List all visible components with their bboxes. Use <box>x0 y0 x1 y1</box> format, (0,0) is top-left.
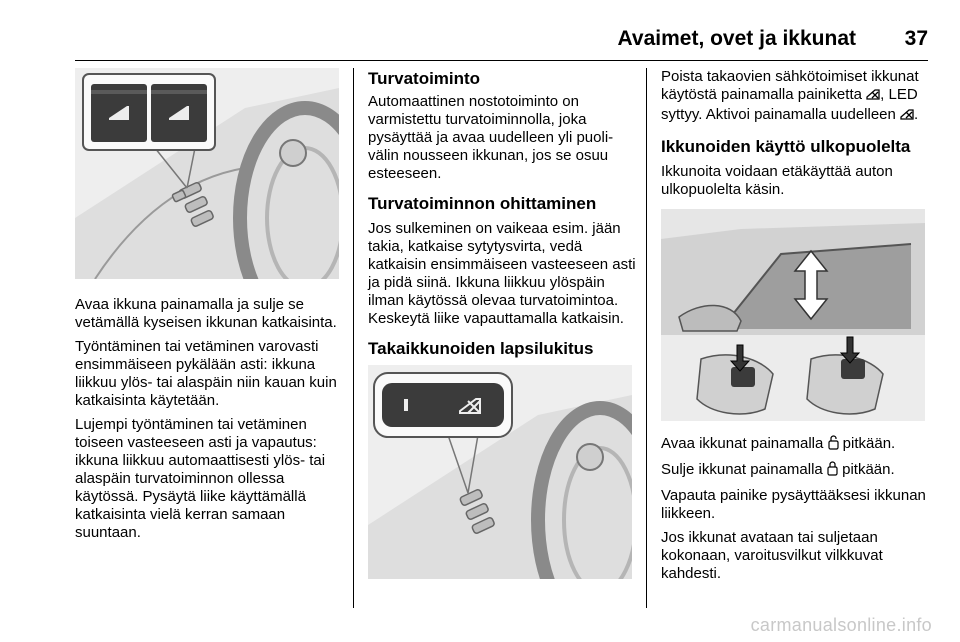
paragraph-close-windows <box>661 461 929 481</box>
heading-safety-function: Turvatoiminto <box>368 69 481 88</box>
paragraph-first-stop: Työntäminen tai vetäminen varovasti ensimmäiseen pykälään asti: ikkuna liikkuu ylös- tai alaspäin niin kauan kuin katkaisinta käytetään. <box>75 338 337 409</box>
heading-override: Turvatoiminnon ohittaminen <box>368 194 597 213</box>
header-title: Avaimet, ovet ja ikkunat <box>617 27 856 50</box>
door-window-switch-illustration <box>75 68 339 279</box>
paragraph-open-close: Avaa ikkuna painamalla ja sulje se vetämällä kyseisen ikkunan katkaisinta. <box>75 296 337 331</box>
heading-remote-operation: Ikkunoiden käyttö ulkopuolelta <box>661 137 911 156</box>
paragraph-hazard-warning: Jos ikkunat avataan tai suljetaan kokonaan, varoitusvilkut vilkkuvat kahdesti. <box>661 529 883 582</box>
heading-child-lock: Takaikkunoiden lapsilukitus <box>368 339 594 358</box>
child-lock-switch-illustration <box>368 365 632 579</box>
paragraph-second-stop: Lujempi työntäminen tai vetäminen toiseen vasteeseen asti ja vapautus: ikkuna liikkuu automaattisesti ylös- tai alaspäin turvatoiminnon ollessa käytössä. Pysäytä liike käyttämällä katkaisinta vielä kerran samaan suuntaan. <box>75 416 326 541</box>
text-segment: . <box>914 106 919 123</box>
page-number: 37 <box>904 27 928 50</box>
child-lock-icon <box>866 87 880 106</box>
paragraph-release-button: Vapauta painike pysäyttääksesi ikkunan liikkeen. <box>661 487 926 522</box>
page-header <box>0 0 960 60</box>
remote-window-operation-illustration <box>661 209 925 421</box>
column-1 <box>75 68 343 548</box>
text-segment: Poista takaovien sähkötoimiset ikkunat käytöstä painamalla painiketta <box>661 68 919 103</box>
paragraph-remote-operation: Ikkunoita voidaan etäkäyttää auton ulkopuolelta käsin. <box>661 163 893 198</box>
paragraph-disable-rear-windows <box>661 68 929 126</box>
text-segment: pitkään. <box>842 435 896 452</box>
child-lock-icon <box>900 107 914 126</box>
text-segment: pitkään. <box>842 461 895 478</box>
lock-icon <box>827 461 838 481</box>
column-divider-2 <box>646 68 647 608</box>
column-2 <box>368 68 636 579</box>
paragraph-safety-function: Automaattinen nostotoiminto on varmistettu turvatoiminnolla, joka pysäyttää ja avaa uudelleen yli puolivälin nousseen ikkunan, jos se osuu esteeseen. <box>368 93 614 182</box>
paragraph-override: Jos sulkeminen on vaikeaa esim. jään takia, katkaise sytytysvirta, vedä katkaisin ensimmäiseen vasteeseen asti ja pidä siinä. Ikkuna liikkuu ylöspäin ilman käytössä olevaa turvatoimintoa. Keskeytä liike vapauttamalla katkaisin. <box>368 220 636 327</box>
column-3 <box>661 68 929 589</box>
text-segment: Avaa ikkunat painamalla <box>661 435 824 452</box>
watermark: carmanualsonline.info <box>750 615 932 635</box>
text-segment: Sulje ikkunat painamalla <box>661 461 823 478</box>
header-rule <box>75 60 928 61</box>
column-divider-1 <box>353 68 354 608</box>
text-segment: , LED syttyy. Aktivoi painamalla uudelleen <box>661 86 918 123</box>
paragraph-open-windows <box>661 435 929 455</box>
unlock-icon <box>828 435 839 455</box>
